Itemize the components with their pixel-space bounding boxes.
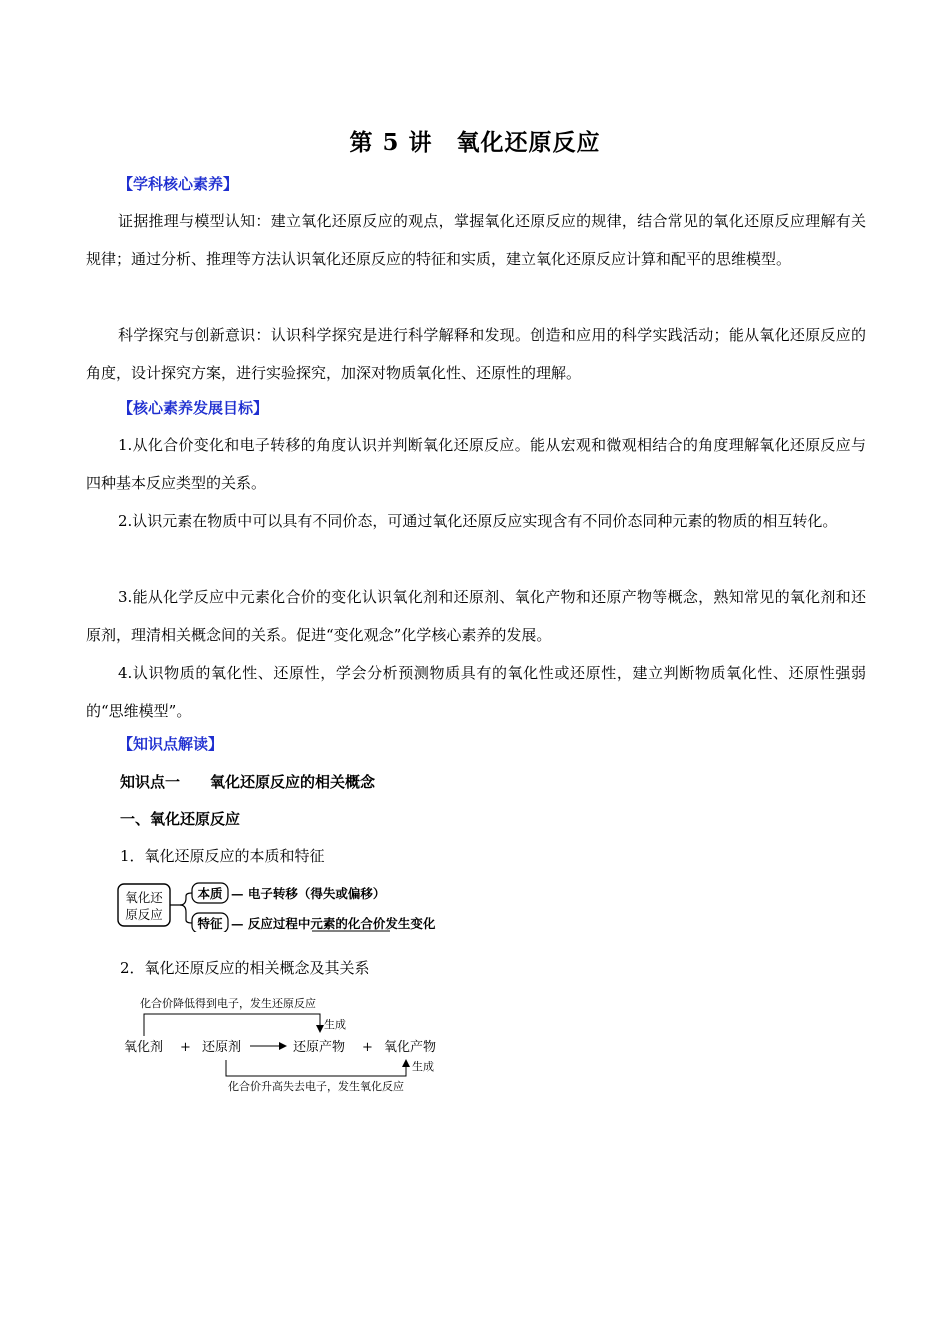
essence-feature-diagram (116, 880, 456, 932)
feature-text: — 反应过程中元素的化合价发生变化 (231, 916, 436, 931)
essence-label: 本质 (197, 886, 223, 901)
heading-core-literacy: 【学科核心素养】 (118, 175, 239, 193)
branch-connector-bottom (180, 905, 192, 923)
reduction-generate-label: 生成 (324, 1018, 346, 1031)
root-label-line2: 原反应 (125, 907, 163, 922)
paragraph-scientific-inquiry: 科学探究与创新意识：认识科学探究是进行科学解释和发现。创造和应用的科学实践活动；能从氧化还原反应的角度，设计探究方案，进行实验探究，加深对物质氧化性、还原性的理解。 (86, 326, 866, 382)
knowledge-point-title: 知识点一 氧化还原反应的相关概念 (120, 773, 376, 791)
heading-knowledge-points: 【知识点解读】 (118, 735, 224, 753)
page-title: 第 5 讲 氧化还原反应 (349, 129, 601, 156)
item-related-concepts: 2．氧化还原反应的相关概念及其关系 (120, 959, 370, 977)
oxidation-product-term: 氧化产物 (384, 1040, 437, 1055)
concept-relation-diagram (116, 990, 446, 1096)
goal-item-3: 3.能从化学反应中元素化合价的变化认识氧化剂和还原剂、氧化产物和还原产物等概念，熟知常见的氧化剂和还原剂，理清相关概念间的关系。促进“变化观念”化学核心素养的发展。 (86, 588, 866, 644)
goal-item-1: 1.从化合价变化和电子转移的角度认识并判断氧化还原反应。能从宏观和微观相结合的角度理解氧化还原反应与四种基本反应类型的关系。 (86, 436, 866, 492)
oxidation-process-label: 化合价升高失去电子，发生氧化反应 (228, 1080, 404, 1093)
reduction-arrow (144, 1014, 320, 1036)
essence-text: — 电子转移（得失或偏移） (231, 886, 386, 901)
reduction-product-term: 还原产物 (293, 1040, 346, 1055)
reduction-process-label: 化合价降低得到电子，发生还原反应 (140, 997, 316, 1010)
feature-label: 特征 (197, 916, 223, 931)
plus-sign-2: + (362, 1040, 373, 1055)
item-essence-features: 1．氧化还原反应的本质和特征 (120, 847, 325, 865)
oxidant-term: 氧化剂 (124, 1040, 164, 1055)
plus-sign-1: + (180, 1040, 191, 1055)
oxidation-generate-label: 生成 (412, 1060, 434, 1073)
oxidation-arrow (226, 1060, 406, 1076)
paragraph-evidence-reasoning: 证据推理与模型认知：建立氧化还原反应的观点，掌握氧化还原反应的规律，结合常见的氧化还原反应理解有关规律；通过分析、推理等方法认识氧化还原反应的特征和实质，建立氧化还原反应计算和配平的思维模型。 (86, 212, 866, 268)
goal-item-4: 4.认识物质的氧化性、还原性，学会分析预测物质具有的氧化性或还原性，建立判断物质氧化性、还原性强弱的“思维模型”。 (86, 664, 866, 720)
reductant-term: 还原剂 (202, 1040, 242, 1055)
heading-development-goals: 【核心素养发展目标】 (118, 399, 269, 417)
branch-connector-top (170, 893, 192, 905)
goal-item-2: 2.认识元素在物质中可以具有不同价态，可通过氧化还原反应实现含有不同价态同种元素的物质的相互转化。 (118, 512, 838, 530)
root-label-line1: 氧化还 (125, 890, 163, 905)
subsection-title: 一、氧化还原反应 (120, 810, 241, 828)
